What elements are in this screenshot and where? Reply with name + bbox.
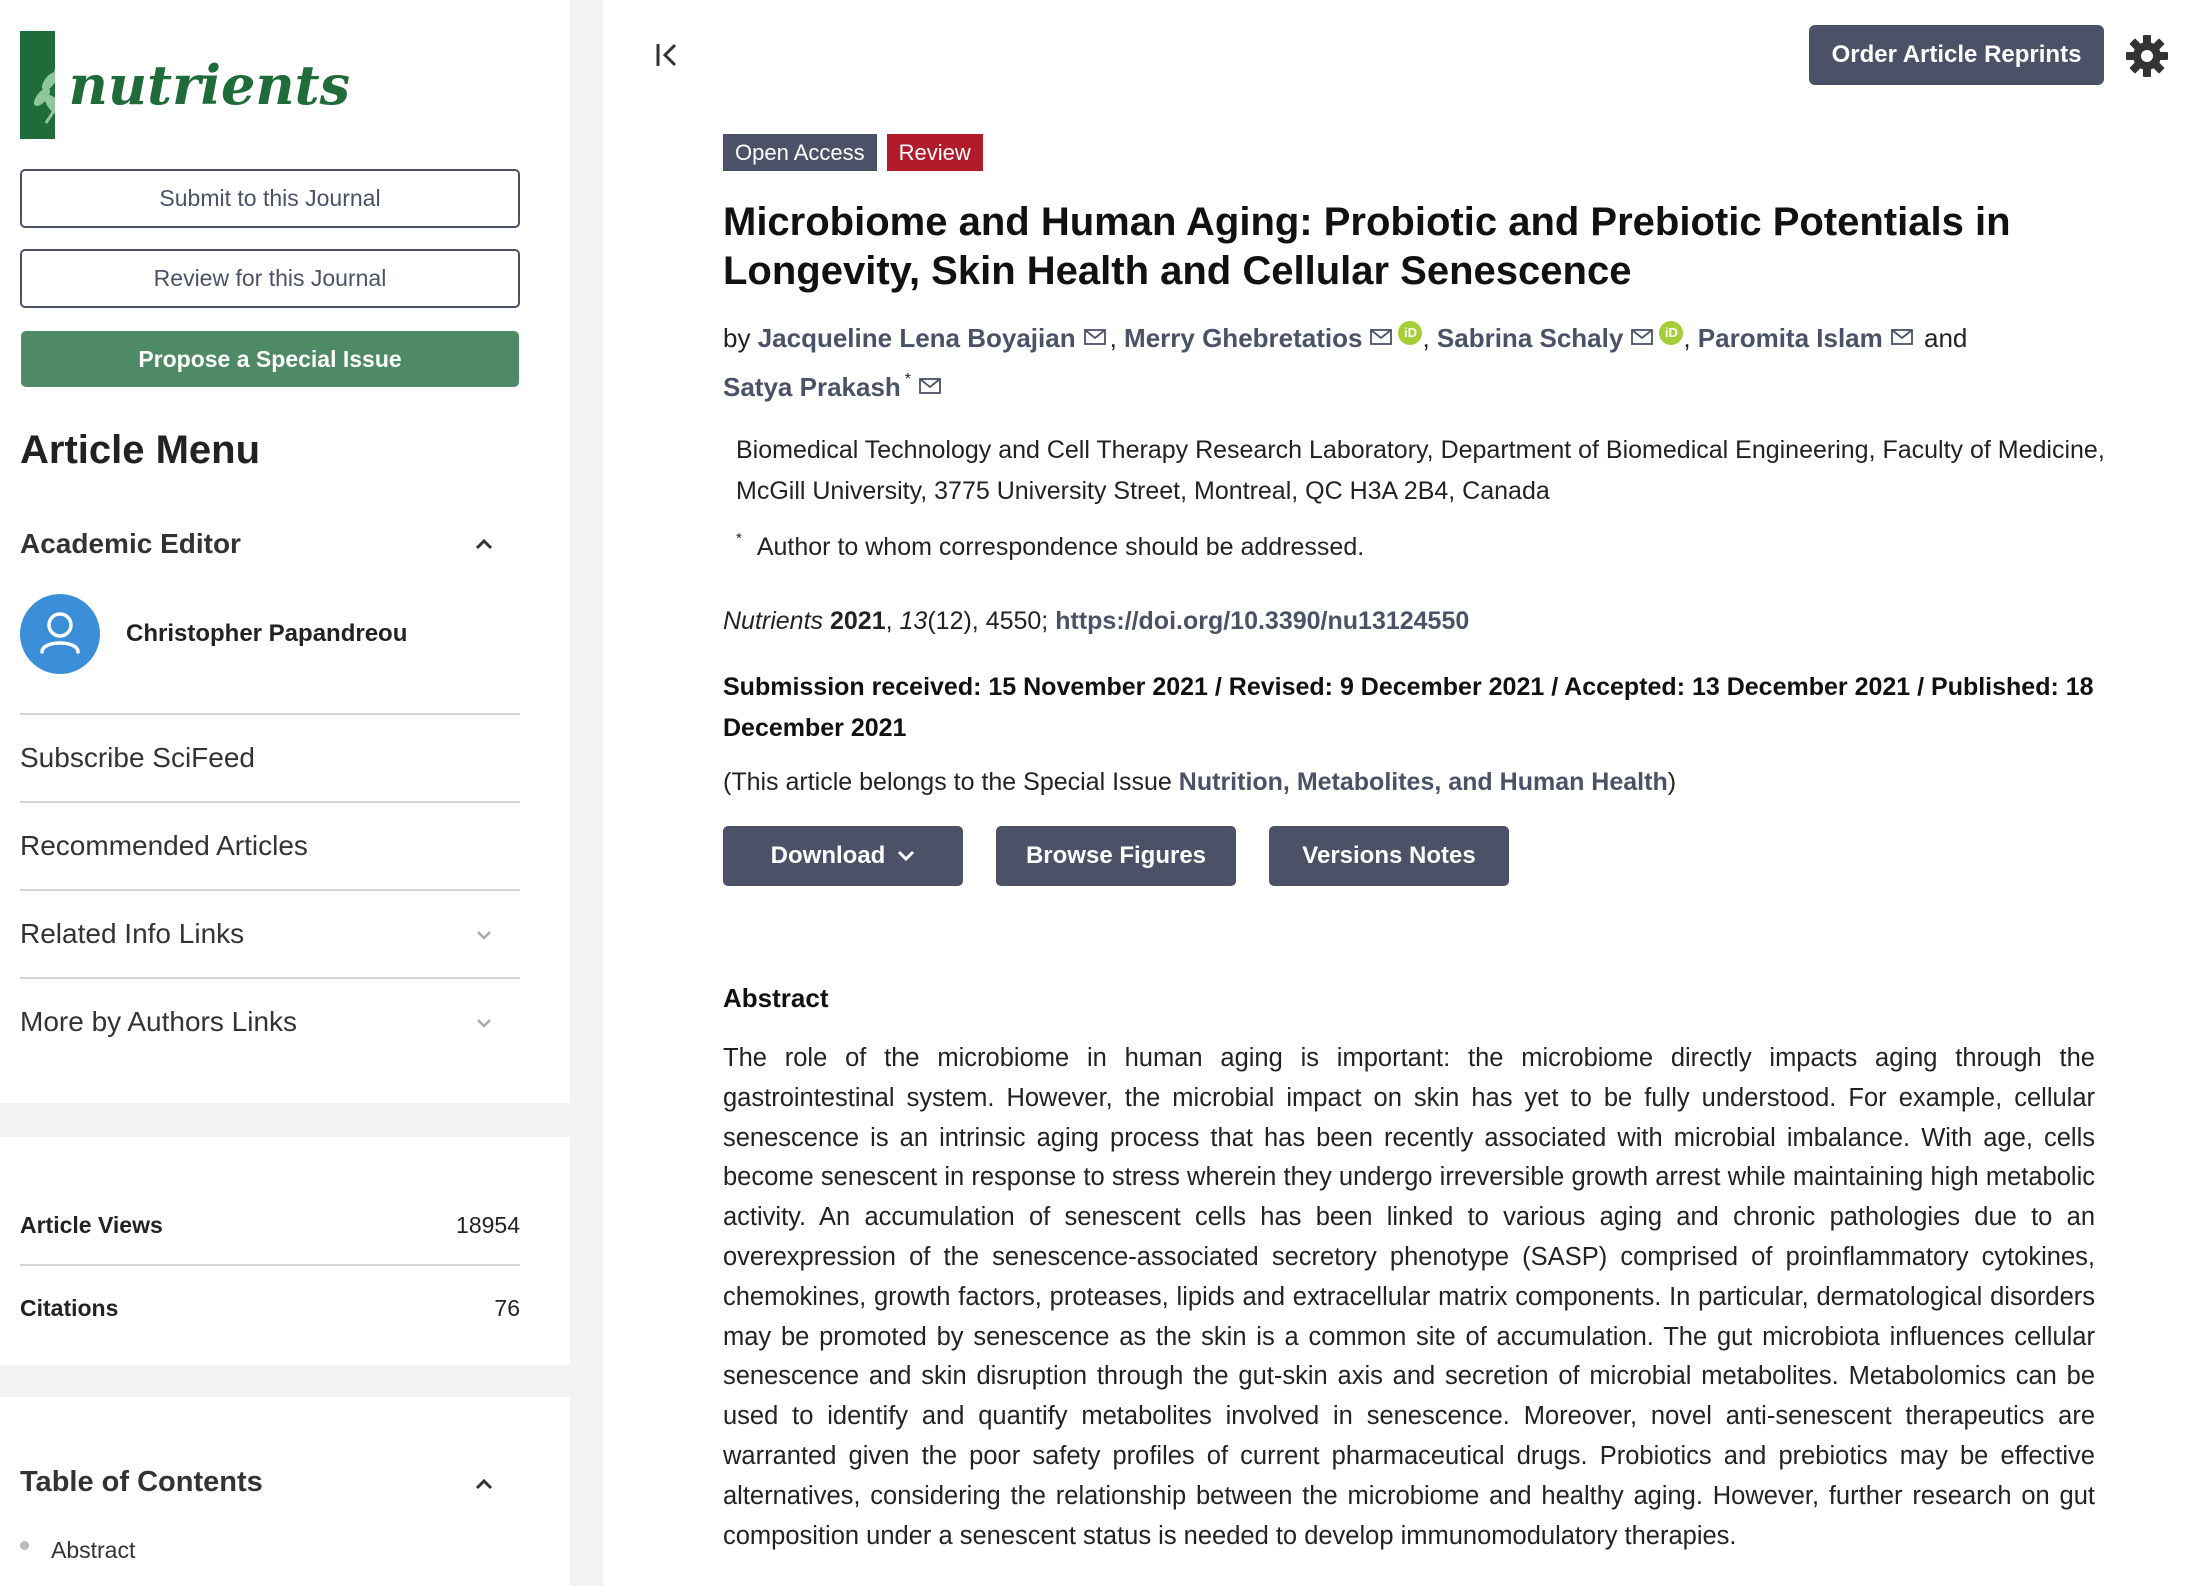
and-label: and [1924, 323, 1968, 353]
menu-item-related-info-links[interactable] [20, 889, 520, 977]
citation-issue-pages: (12), 4550; [927, 607, 1049, 635]
toc-heading[interactable]: Table of Contents [20, 1466, 263, 1498]
menu-item-label: Recommended Articles [20, 830, 308, 861]
menu-item-recommended-articles[interactable] [20, 801, 520, 889]
menu-item-label: Subscribe SciFeed [20, 742, 256, 773]
journal-name: nutrients [68, 53, 350, 117]
citation-year: 2021 [830, 607, 886, 635]
abstract-heading: Abstract [723, 983, 829, 1013]
stat-value: 18954 [456, 1212, 520, 1238]
avatar [20, 594, 100, 674]
download-label: Download [770, 842, 886, 869]
article-views-row[interactable] [20, 1212, 520, 1239]
academic-editor-heading[interactable]: Academic Editor [20, 528, 241, 559]
citation-volume: 13 [899, 607, 928, 635]
toc-item-abstract[interactable] [20, 1537, 135, 1564]
nutrients-logo-icon [20, 31, 55, 139]
divider [20, 1264, 520, 1266]
envelope-icon[interactable] [1631, 329, 1653, 345]
editor-name[interactable]: Christopher Papandreou [126, 620, 408, 647]
collapse-sidebar-icon[interactable] [653, 40, 683, 70]
journal-logo[interactable] [20, 30, 350, 140]
orcid-icon[interactable]: iD [1398, 321, 1422, 345]
special-issue-note [723, 768, 1676, 797]
download-button[interactable] [723, 826, 963, 886]
review-for-journal-button[interactable]: Review for this Journal [20, 249, 520, 308]
chevron-up-icon[interactable] [473, 1473, 495, 1495]
article-badges [723, 134, 983, 171]
menu-item-subscribe-scifeed[interactable] [20, 713, 520, 801]
corresponding-author-star: * [904, 371, 912, 388]
citation-line: Nutrients 2021, 13(12), 4550; https://doi.org/10.3390/nu13124550 [723, 607, 1470, 635]
article-menu-title: Article Menu [20, 428, 261, 472]
gear-icon[interactable] [2125, 34, 2169, 78]
propose-special-issue-button[interactable]: Propose a Special Issue [21, 331, 519, 387]
chevron-down-icon [897, 849, 915, 863]
author-link[interactable]: Jacqueline Lena Boyajian [757, 323, 1076, 353]
menu-item-label: Related Info Links [20, 918, 245, 949]
orcid-icon[interactable]: iD [1659, 321, 1683, 345]
chevron-down-icon [474, 925, 494, 945]
order-reprints-button[interactable]: Order Article Reprints [1809, 25, 2104, 85]
sidebar [0, 0, 570, 1586]
sidebar-main-card [0, 0, 570, 1103]
toc-item-label: Abstract [51, 1537, 136, 1563]
envelope-icon[interactable] [1084, 329, 1106, 345]
article-metrics-card [0, 1137, 570, 1365]
menu-item-more-by-authors-links[interactable] [20, 977, 520, 1065]
doi-link[interactable]: https://doi.org/10.3390/nu13124550 [1055, 607, 1470, 635]
special-issue-suffix: ) [1667, 768, 1677, 796]
stat-label: Citations [20, 1295, 119, 1321]
affiliation: Biomedical Technology and Cell Therapy Research Laboratory, Department of Biomedical Engineering, Faculty of Medicine, McGill University, 3775 University Street, Montreal, QC H3A 2B4, Canada [736, 436, 2105, 505]
open-access-badge[interactable]: Open Access [723, 134, 877, 171]
chevron-up-icon[interactable] [473, 533, 495, 555]
chevron-down-icon [474, 1013, 494, 1033]
footnote-star: * [736, 530, 742, 547]
envelope-icon[interactable] [1891, 329, 1913, 345]
user-icon [20, 594, 100, 674]
table-of-contents-card [0, 1397, 570, 1586]
stat-value: 76 [494, 1295, 520, 1321]
envelope-icon[interactable] [919, 378, 941, 394]
abstract-text: The role of the microbiome in human aging is important: the microbiome directly impacts aging through the gastrointestinal system. However, the microbial impact on skin has yet to be fully understood. For example, cellular senescence is an intrinsic aging process that has been recently associated with microbial imbalance. With age, cells become senescent in response to stress wherein they undergo irreversible growth arrest while maintaining high metabolic activity. An accumulation of senescent cells has been linked to various aging and chronic pathologies due to an overexpression of the senescence-associated secretory phenotype (SASP) comprised of proinflammatory cytokines, chemokines, growth factors, proteases, lipids and extracellular matrix components. In particular, dermatological disorders may be promoted by senescence as the skin is a common site of accumulation. The gut microbiota influences cellular senescence and skin disruption through the gut-skin axis and secretion of microbial metabolites. Metabolomics can be used to identify and quantify metabolites involved in senescence. Moreover, novel anti-senescent therapeutics are warranted given the poor safety profiles of current pharmaceutical drugs. Probiotics and prebiotics may be effective alternatives, considering the relationship between the microbiome and healthy aging. However, further research on gut composition under a senescent status is needed to develop immunomodulatory therapies. [723, 1044, 2095, 1550]
bullet-icon [20, 1541, 29, 1550]
citations-row[interactable] [20, 1295, 520, 1322]
browse-figures-button[interactable]: Browse Figures [996, 826, 1236, 886]
review-badge[interactable]: Review [887, 134, 983, 171]
author-list: by Jacqueline Lena Boyajian , Merry Ghebretatios iD , Sabrina Schaly iD , Paromita Islam and Satya Prakash * [723, 323, 1968, 402]
special-issue-prefix: (This article belongs to the Special Issue [723, 768, 1179, 796]
by-label: by [723, 323, 751, 353]
versions-notes-button[interactable]: Versions Notes [1269, 826, 1509, 886]
citation-journal: Nutrients [723, 607, 824, 635]
author-link[interactable]: Sabrina Schaly [1436, 323, 1624, 353]
author-link[interactable]: Satya Prakash [723, 372, 901, 402]
publication-dates: Submission received: 15 November 2021 / Revised: 9 December 2021 / Accepted: 13 December 2021 / Published: 18 December 2021 [723, 673, 2094, 742]
article-title: Microbiome and Human Aging: Probiotic and Prebiotic Potentials in Longevity, Skin Health and Cellular Senescence [723, 200, 2011, 293]
author-link[interactable]: Paromita Islam [1697, 323, 1883, 353]
correspondence-note [736, 518, 1364, 568]
submit-to-journal-button[interactable]: Submit to this Journal [20, 169, 520, 228]
menu-item-label: More by Authors Links [20, 1006, 298, 1037]
special-issue-link[interactable]: Nutrition, Metabolites, and Human Health [1178, 768, 1668, 796]
envelope-icon[interactable] [1370, 329, 1392, 345]
correspondence-text: Author to whom correspondence should be addressed. [756, 533, 1365, 561]
article-main [603, 0, 2187, 1586]
stat-label: Article Views [20, 1212, 163, 1238]
author-link[interactable]: Merry Ghebretatios [1124, 323, 1363, 353]
